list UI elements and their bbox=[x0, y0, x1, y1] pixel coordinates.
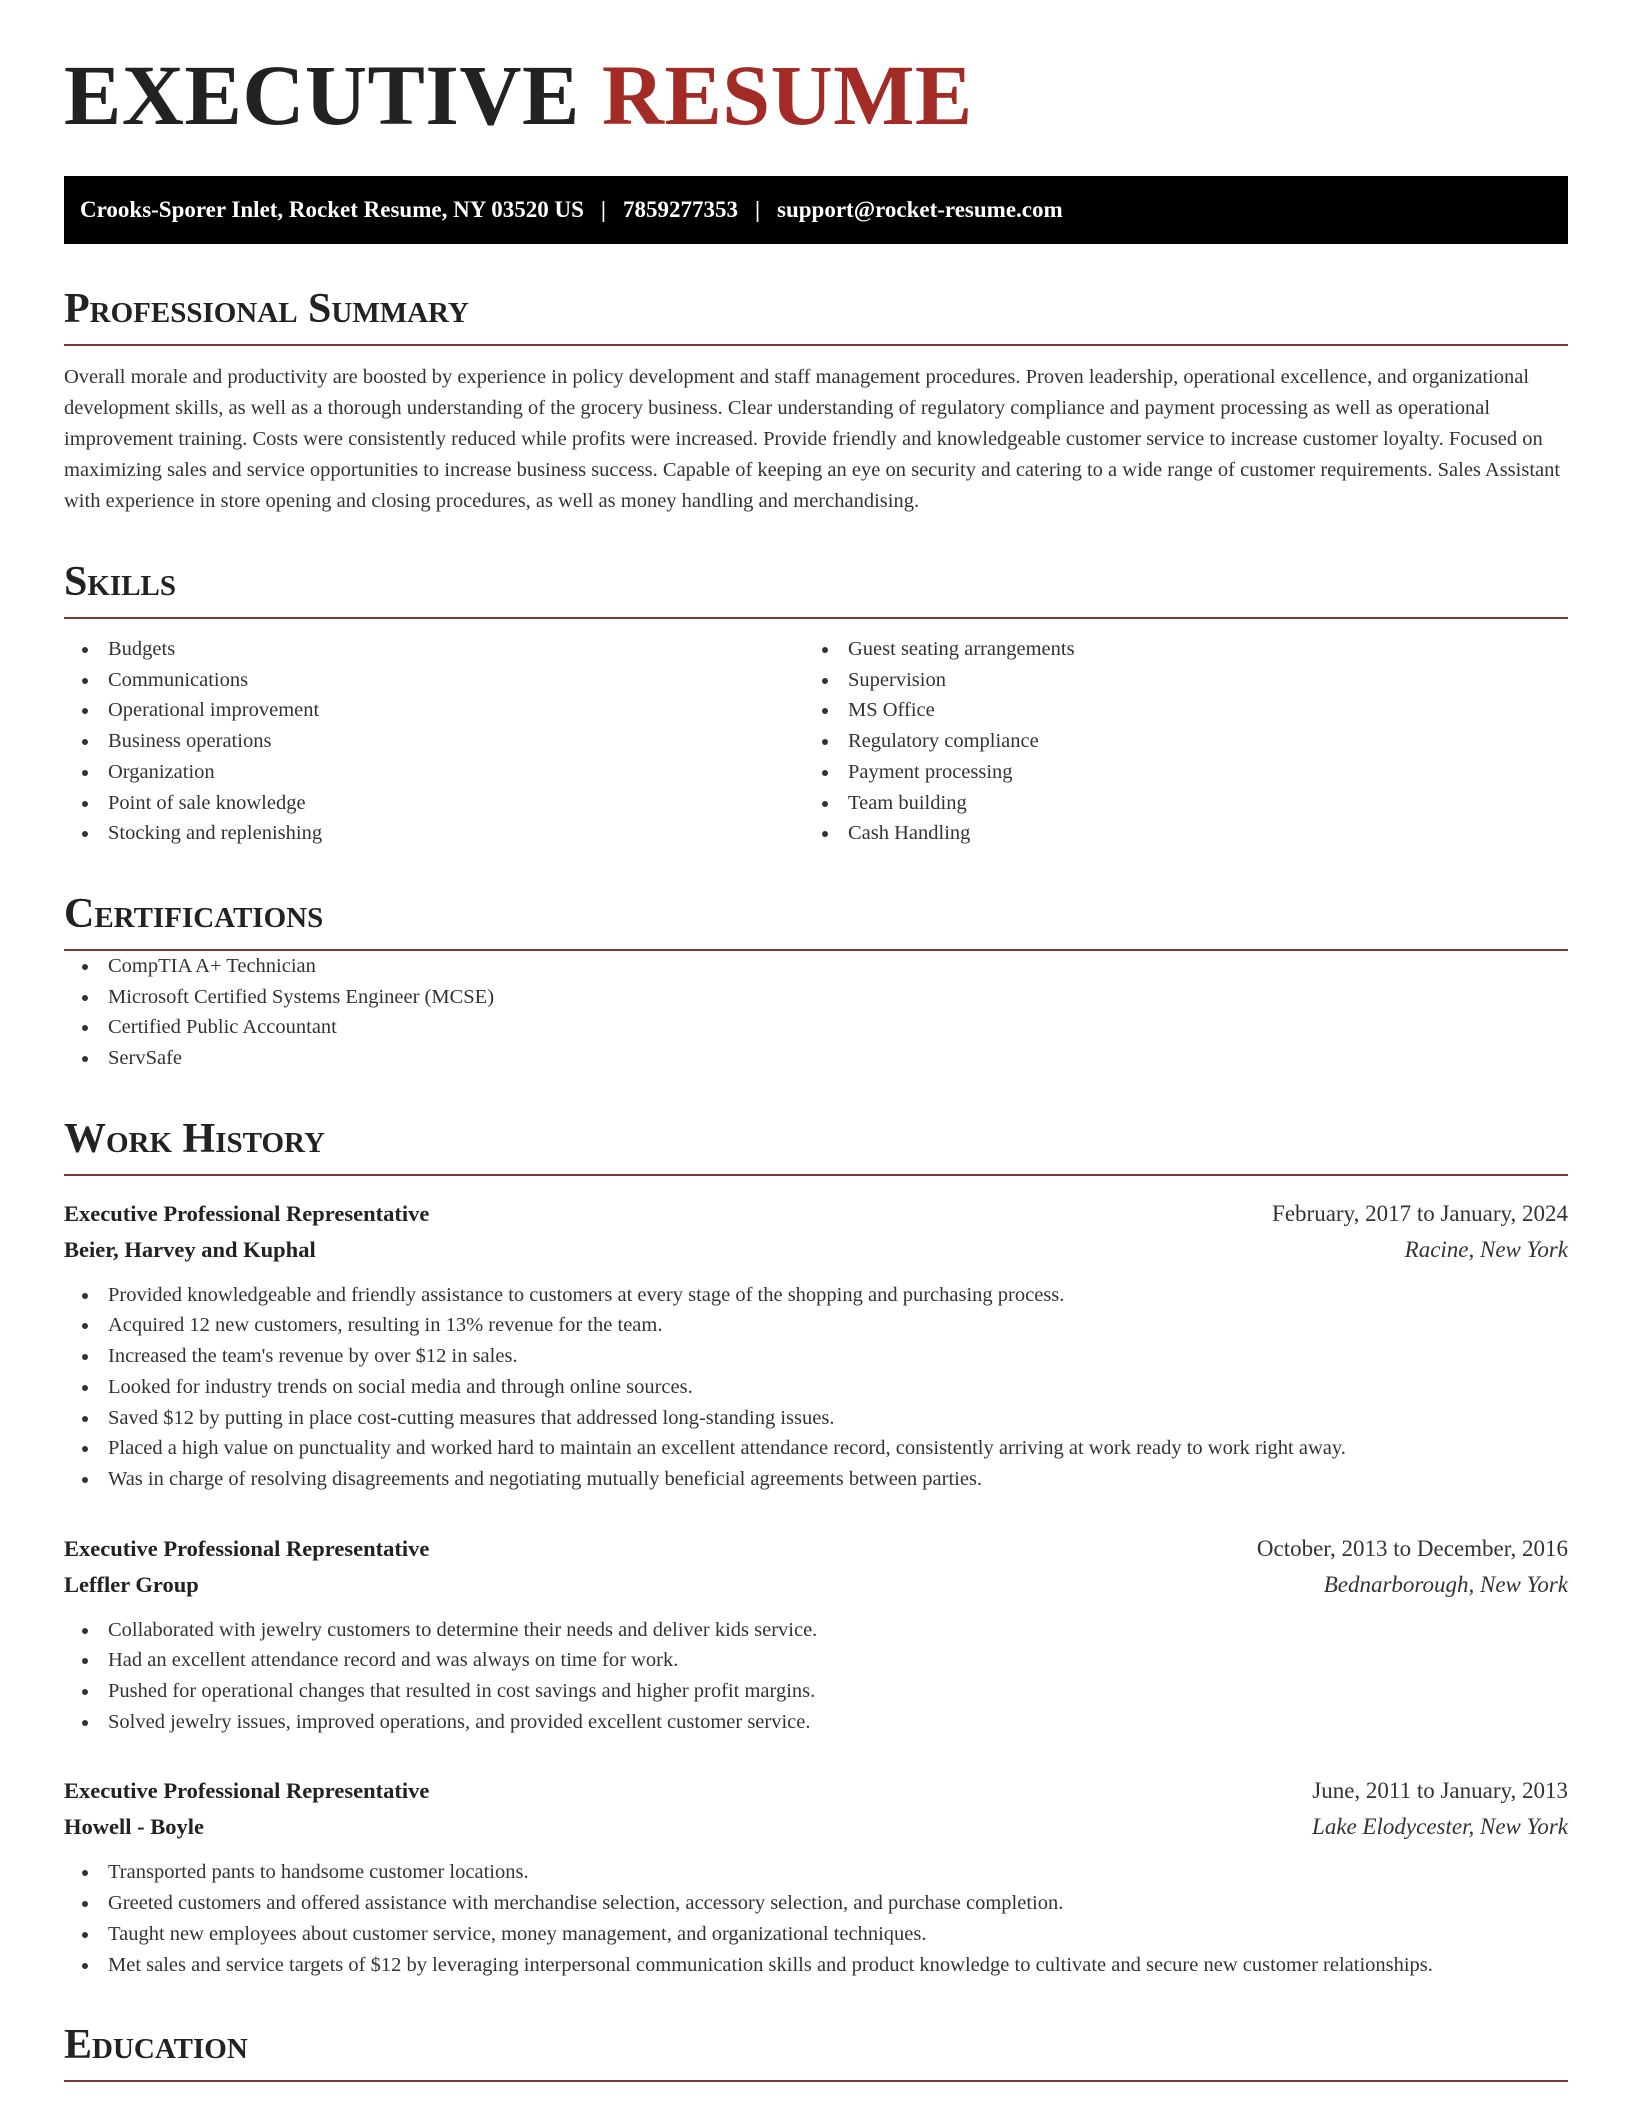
certification-item: ServSafe bbox=[64, 1043, 1568, 1074]
work-history-heading: Work History bbox=[64, 1118, 1568, 1176]
certifications-section bbox=[64, 890, 1568, 1074]
summary-section bbox=[64, 288, 1568, 517]
resume-page bbox=[64, 0, 1568, 2082]
job-title: Executive Professional Representative bbox=[64, 1200, 430, 1226]
job-dates: June, 2011 to January, 2013 bbox=[1312, 1778, 1568, 1804]
title-accent: RESUME bbox=[601, 47, 973, 143]
job-company-row bbox=[64, 1232, 1568, 1268]
skill-item: Supervision bbox=[804, 665, 1544, 696]
title-main: EXECUTIVE bbox=[64, 47, 580, 143]
summary-heading: Professional Summary bbox=[64, 288, 1568, 346]
job-duty: Provided knowledgeable and friendly assistance to customers at every stage of the shopping and purchasing process. bbox=[64, 1280, 1568, 1311]
job-dates: October, 2013 to December, 2016 bbox=[1256, 1535, 1568, 1561]
skills-list-right bbox=[804, 634, 1544, 849]
skills-heading: Skills bbox=[64, 561, 1568, 619]
certification-item: CompTIA A+ Technician bbox=[64, 951, 1568, 982]
job-location: Lake Elodycester, New York bbox=[1312, 1814, 1568, 1840]
job-header-row bbox=[64, 1531, 1568, 1567]
work-history-section bbox=[64, 1115, 1568, 1981]
skill-item: Cash Handling bbox=[804, 818, 1544, 849]
skill-item: Payment processing bbox=[804, 757, 1544, 788]
job-duties-list bbox=[64, 1280, 1568, 1495]
job-entry bbox=[64, 1773, 1568, 1980]
skill-item: Business operations bbox=[64, 726, 804, 757]
skills-grid bbox=[64, 634, 1568, 849]
job-duty: Collaborated with jewelry customers to determine their needs and deliver kids service. bbox=[64, 1615, 1568, 1646]
job-duties-list bbox=[64, 1857, 1568, 1980]
job-header-row bbox=[64, 1196, 1568, 1232]
contact-email: support@rocket-resume.com bbox=[777, 197, 1063, 222]
contact-address: Crooks-Sporer Inlet, Rocket Resume, NY 03520 US bbox=[80, 197, 584, 222]
job-duty: Was in charge of resolving disagreements and negotiating mutually beneficial agreements between parties. bbox=[64, 1464, 1568, 1495]
job-duty: Solved jewelry issues, improved operations, and provided excellent customer service. bbox=[64, 1707, 1568, 1738]
job-duty: Placed a high value on punctuality and worked hard to maintain an excellent attendance record, consistently arriving at work ready to work right away. bbox=[64, 1433, 1568, 1464]
job-duty: Greeted customers and offered assistance with merchandise selection, accessory selection, and purchase completion. bbox=[64, 1888, 1568, 1919]
job-entry bbox=[64, 1531, 1568, 1738]
contact-bar bbox=[64, 176, 1568, 244]
skills-section bbox=[64, 561, 1568, 849]
summary-text: Overall morale and productivity are boosted by experience in policy development and staff management procedures. Proven leadership, operational excellence, and organizational development skills, as well as a thorough understanding of the grocery business. Clear understanding of regulatory compliance and payment processing as well as operational improvement training. Costs were consistently reduced while profits were increased. Provide friendly and knowledgeable customer service to increase customer loyalty. Focused on maximizing sales and service opportunities to increase business success. Capable of keeping an eye on security and catering to a wide range of customer requirements. Sales Assistant with experience in store opening and closing procedures, as well as money handling and merchandising. bbox=[64, 366, 1561, 512]
job-company: Leffler Group bbox=[64, 1571, 199, 1597]
education-heading: Education bbox=[64, 2024, 1568, 2082]
job-location: Bednarborough, New York bbox=[1323, 1571, 1568, 1597]
contact-phone: 7859277353 bbox=[622, 197, 738, 222]
job-duty: Increased the team's revenue by over $12 in sales. bbox=[64, 1341, 1568, 1372]
job-duty: Had an excellent attendance record and was always on time for work. bbox=[64, 1645, 1568, 1676]
certification-item: Certified Public Accountant bbox=[64, 1012, 1568, 1043]
skill-item: Guest seating arrangements bbox=[804, 634, 1544, 665]
job-title: Executive Professional Representative bbox=[64, 1535, 430, 1561]
skill-item: Stocking and replenishing bbox=[64, 818, 804, 849]
job-duty: Taught new employees about customer service, money management, and organizational techniques. bbox=[64, 1919, 1568, 1950]
job-duty: Saved $12 by putting in place cost-cutting measures that addressed long-standing issues. bbox=[64, 1403, 1568, 1434]
skill-item: Communications bbox=[64, 665, 804, 696]
job-dates: February, 2017 to January, 2024 bbox=[1272, 1200, 1568, 1226]
contact-separator: | bbox=[754, 197, 761, 222]
certifications-heading: Certifications bbox=[64, 893, 1568, 951]
job-company: Beier, Harvey and Kuphal bbox=[64, 1236, 316, 1262]
skill-item: Team building bbox=[804, 788, 1544, 819]
skill-item: Point of sale knowledge bbox=[64, 788, 804, 819]
job-duty: Looked for industry trends on social media and through online sources. bbox=[64, 1372, 1568, 1403]
job-title: Executive Professional Representative bbox=[64, 1778, 430, 1804]
skill-item: Organization bbox=[64, 757, 804, 788]
job-duty: Pushed for operational changes that resulted in cost savings and higher profit margins. bbox=[64, 1676, 1568, 1707]
job-duty: Acquired 12 new customers, resulting in 13% revenue for the team. bbox=[64, 1310, 1568, 1341]
job-duty: Met sales and service targets of $12 by leveraging interpersonal communication skills and product knowledge to cultivate and secure new customer relationships. bbox=[64, 1950, 1568, 1981]
skill-item: Operational improvement bbox=[64, 695, 804, 726]
job-duties-list bbox=[64, 1615, 1568, 1738]
certification-item: Microsoft Certified Systems Engineer (MCSE) bbox=[64, 982, 1568, 1013]
certifications-list bbox=[64, 951, 1568, 1074]
resume-title bbox=[64, 47, 1568, 143]
job-header-row bbox=[64, 1773, 1568, 1809]
job-entry bbox=[64, 1196, 1568, 1495]
job-company-row bbox=[64, 1809, 1568, 1845]
job-company-row bbox=[64, 1567, 1568, 1603]
job-company: Howell - Boyle bbox=[64, 1814, 204, 1840]
job-location: Racine, New York bbox=[1404, 1236, 1568, 1262]
skills-list-left bbox=[64, 634, 804, 849]
job-duty: Transported pants to handsome customer locations. bbox=[64, 1857, 1568, 1888]
skill-item: MS Office bbox=[804, 695, 1544, 726]
contact-separator: | bbox=[600, 197, 606, 222]
skill-item: Budgets bbox=[64, 634, 804, 665]
skill-item: Regulatory compliance bbox=[804, 726, 1544, 757]
education-section bbox=[64, 2024, 1568, 2082]
